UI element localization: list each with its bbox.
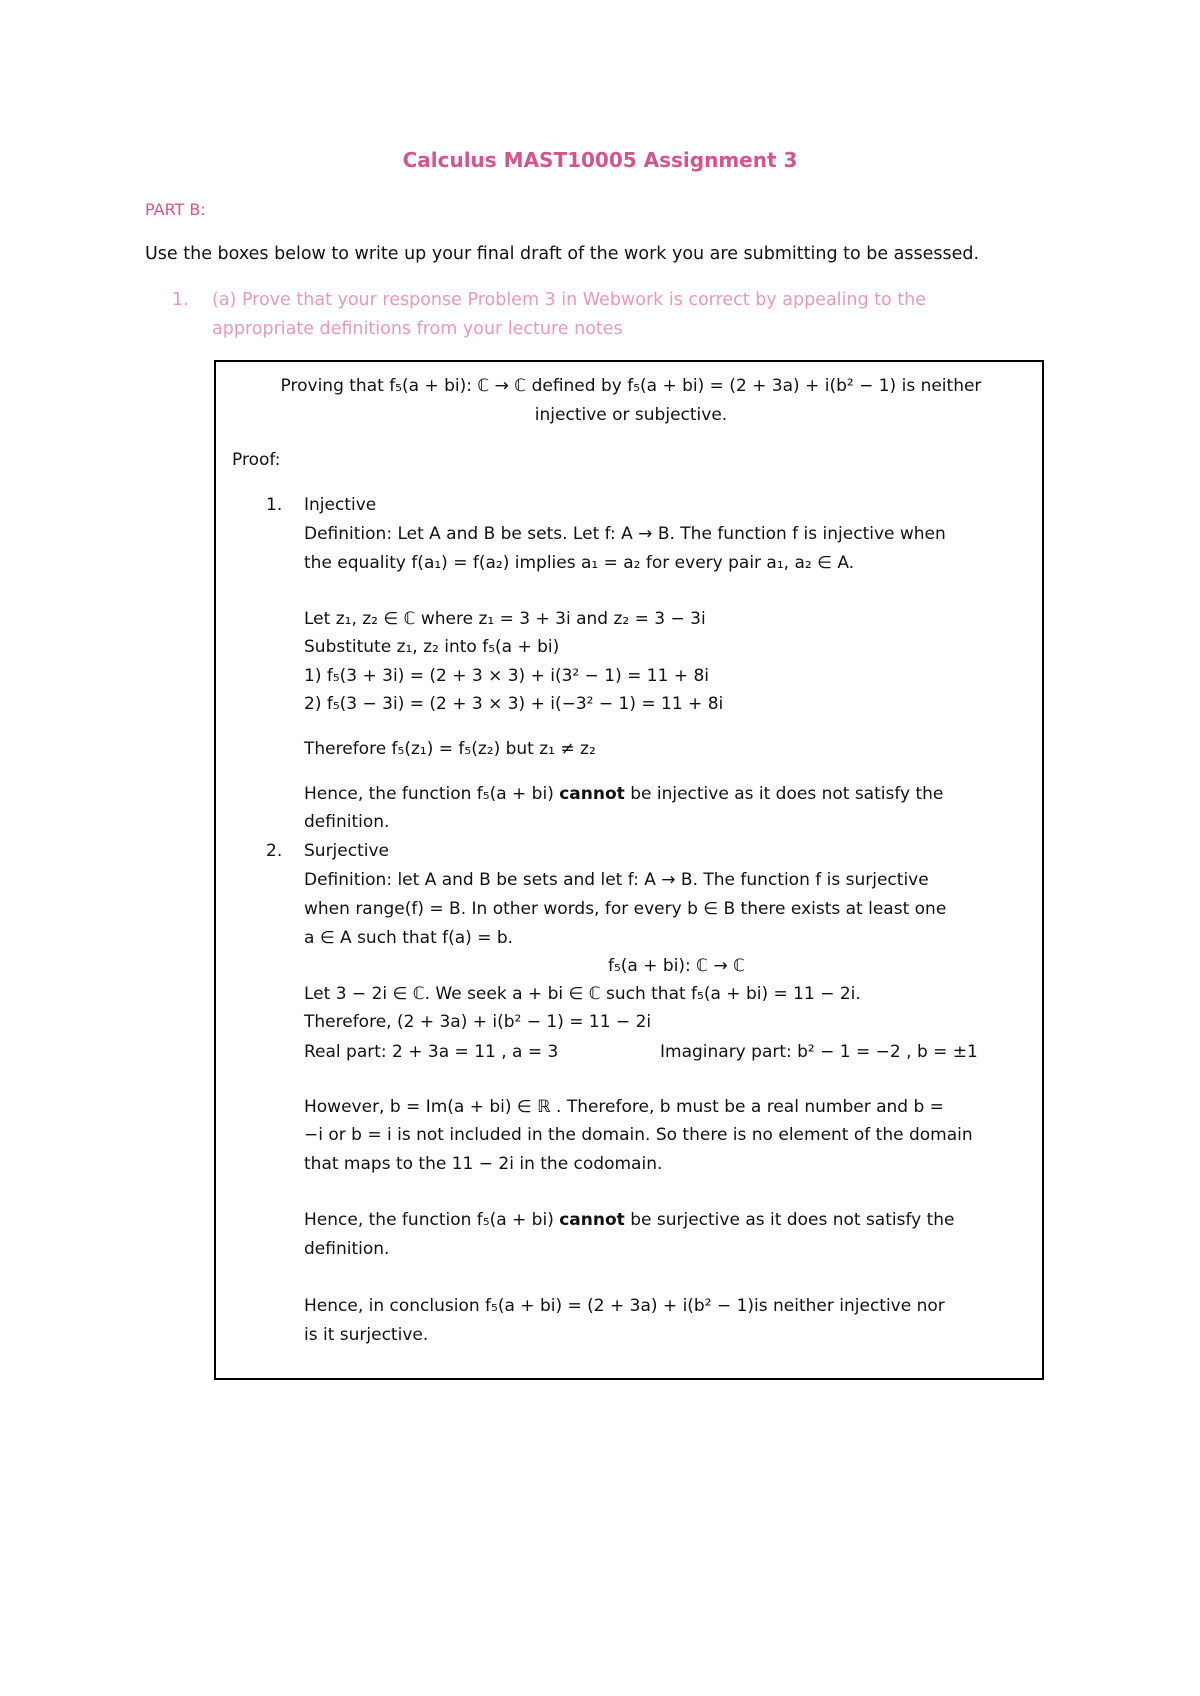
surjective-hence-bold: cannot	[559, 1210, 625, 1230]
surjective-hence-pre: Hence, the function f₅(a + bi)	[304, 1210, 560, 1230]
injective-definition-2: the equality f(a₁) = f(a₂) implies a₁ = a₂ for every pair a₁, a₂ ∈ A.	[304, 553, 855, 573]
injective-title: Injective	[304, 495, 377, 515]
injective-let: Let z₁, z₂ ∈ ℂ where z₁ = 3 + 3i and z₂ = 3 − 3i	[304, 609, 706, 629]
heading-line-1: Proving that f₅(a + bi): ℂ → ℂ defined by f₅(a + bi) = (2 + 3a) + i(b² − 1) is neither	[280, 376, 982, 396]
injective-definition-1: Definition: Let A and B be sets. Let f: A → B. The function f is injective when	[304, 524, 946, 544]
injective-therefore: Therefore f₅(z₁) = f₅(z₂) but z₁ ≠ z₂	[304, 739, 596, 759]
answer-box	[214, 360, 1044, 1380]
surjective-let: Let 3 − 2i ∈ ℂ. We seek a + bi ∈ ℂ such that f₅(a + bi) = 11 − 2i.	[304, 984, 861, 1004]
conclusion-1: Hence, in conclusion f₅(a + bi) = (2 + 3a) + i(b² − 1)is neither injective nor	[304, 1296, 945, 1316]
page-title: Calculus MAST10005 Assignment 3	[402, 148, 798, 172]
surjective-real-part: Real part: 2 + 3a = 11 , a = 3	[304, 1042, 559, 1062]
part-label: PART B:	[145, 200, 206, 219]
injective-hence-bold: cannot	[559, 784, 625, 804]
surjective-number: 2.	[266, 841, 283, 861]
instruction-text: Use the boxes below to write up your final draft of the work you are submitting to be assessed.	[145, 244, 980, 264]
surjective-imaginary-part: Imaginary part: b² − 1 = −2 , b = ±1	[660, 1042, 978, 1062]
surjective-however-3: that maps to the 11 − 2i in the codomain.	[304, 1154, 663, 1174]
injective-hence-post: be injective as it does not satisfy the	[624, 784, 944, 804]
injective-number: 1.	[266, 495, 283, 515]
surjective-hence-1	[304, 1210, 955, 1230]
conclusion-2: is it surjective.	[304, 1325, 429, 1345]
question	[172, 286, 992, 344]
surjective-however-1: However, b = Im(a + bi) ∈ ℝ . Therefore, b must be a real number and b =	[304, 1097, 944, 1117]
surjective-hence-post: be surjective as it does not satisfy the	[624, 1210, 955, 1230]
injective-hence-2: definition.	[304, 812, 390, 832]
injective-step-2: 2) f₅(3 − 3i) = (2 + 3 × 3) + i(−3² − 1) = 11 + 8i	[304, 694, 724, 714]
question-number: 1.	[172, 290, 189, 310]
surjective-definition-2: when range(f) = B. In other words, for every b ∈ B there exists at least one	[304, 899, 947, 919]
surjective-definition-1: Definition: let A and B be sets and let f: A → B. The function f is surjective	[304, 870, 929, 890]
surjective-title: Surjective	[304, 841, 389, 861]
injective-hence-1	[304, 784, 943, 804]
injective-step-1: 1) f₅(3 + 3i) = (2 + 3 × 3) + i(3² − 1) = 11 + 8i	[304, 666, 710, 686]
injective-substitute: Substitute z₁, z₂ into f₅(a + bi)	[304, 637, 560, 657]
surjective-definition-3: a ∈ A such that f(a) = b.	[304, 928, 514, 948]
surjective-hence-2: definition.	[304, 1239, 390, 1259]
surjective-therefore: Therefore, (2 + 3a) + i(b² − 1) = 11 − 2i	[304, 1012, 652, 1032]
surjective-mapping: f₅(a + bi): ℂ → ℂ	[608, 956, 745, 976]
proof-label: Proof:	[232, 450, 281, 470]
question-text: (a) Prove that your response Problem 3 in Webwork is correct by appealing to the appropriate definitions from your lecture notes	[212, 290, 927, 339]
surjective-however-2: −i or b = i is not included in the domain. So there is no element of the domain	[304, 1125, 973, 1145]
heading-line-2: injective or subjective.	[534, 405, 728, 425]
injective-hence-pre: Hence, the function f₅(a + bi)	[304, 784, 560, 804]
